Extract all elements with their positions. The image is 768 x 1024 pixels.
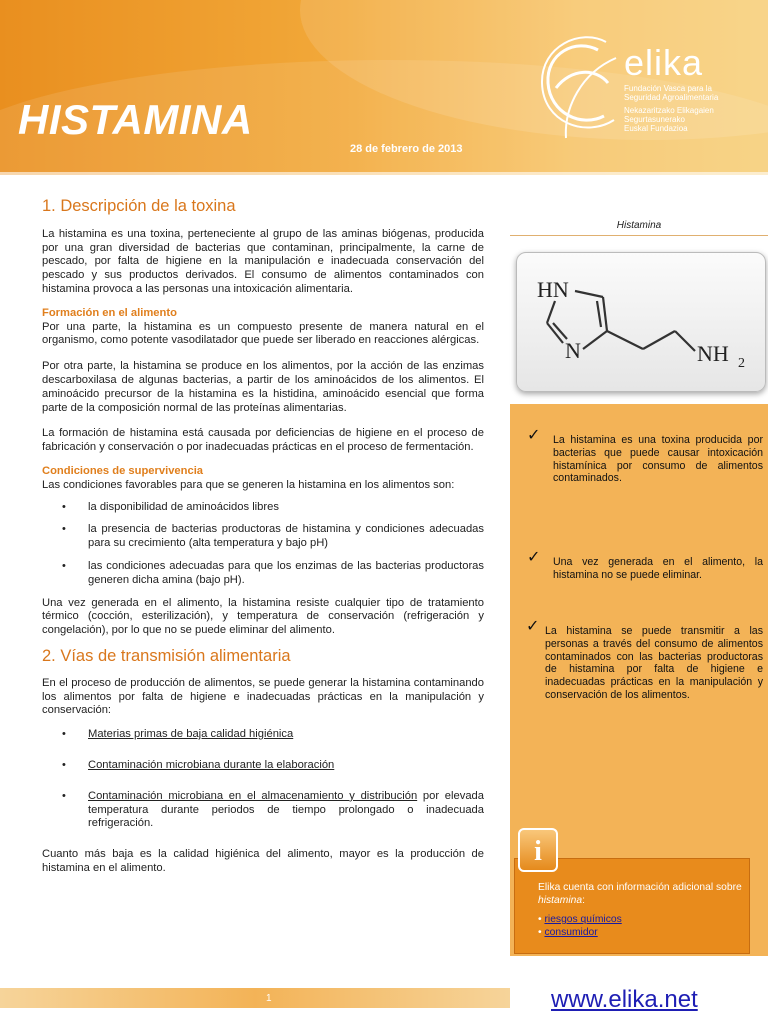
subheading: Condiciones de supervivencia — [42, 464, 204, 477]
atom-label: N — [565, 338, 581, 363]
subheading: Formación en el alimento — [42, 306, 177, 319]
figure-caption: Histamina — [510, 216, 768, 236]
page-title: HISTAMINA — [18, 96, 253, 143]
paragraph: Por una parte, la histamina es un compuesto presente de manera natural en el organismo, como potente vasodilatador que puede ser liberado en reacciones alérgicas. — [42, 320, 484, 347]
bullet-glyph: • — [538, 927, 542, 938]
footer-band — [0, 988, 510, 1008]
paragraph: La histamina es una toxina, perteneciente al grupo de las aminas biógenas, producida por una gran diversidad de bacterias que contaminan, principalmente, la carne de pescado, por falta de higiene en la manipulación e inadecuada conservación del pescado y sus productos derivados. El consumo de alimentos contaminados con histamina provoca a las personas una intoxicación alimentaria. — [42, 227, 484, 295]
info-icon — [518, 828, 558, 872]
section-heading: 2. Vías de transmisión alimentaria — [42, 646, 291, 665]
bullet-glyph: • — [538, 914, 542, 925]
more-info-emphasis: histamina — [538, 894, 583, 906]
website-link[interactable]: www.elika.net — [551, 986, 698, 1013]
list-item[interactable] — [42, 790, 484, 831]
paragraph: En el proceso de producción de alimentos, se puede generar la histamina contaminando los alimentos por falta de higiene e inadecuadas prácticas en la manipulación y conservación: — [42, 676, 484, 717]
more-info-suffix: : — [582, 894, 585, 906]
paragraph: Cuanto más baja es la calidad higiénica del alimento, mayor es la producción de histamina en el alimento. — [42, 848, 484, 874]
checkmark-icon: ✓ — [527, 427, 541, 444]
link-materias-primas[interactable]: Materias primas de baja calidad higiénica — [88, 728, 294, 741]
list-item[interactable] — [42, 728, 484, 742]
checkmark-icon: ✓ — [526, 618, 540, 635]
header-divider — [0, 172, 768, 175]
conditions-list — [42, 501, 484, 588]
list-item-text: por elevada temperatura durante periodos de tiempo prolongado o inadecuada refrigeración. — [88, 789, 484, 830]
logo-tagline: Euskal Fundazioa — [624, 124, 688, 133]
logo-wordmark: elika — [624, 42, 704, 83]
list-item[interactable] — [538, 926, 622, 939]
paragraph: Una vez generada en el alimento, la histamina resiste cualquier tipo de tratamiento térmico (cocción, esterilización), y temperatura de conservación (refrigeración y congelación), por lo que no se puede eliminar del alimento. — [42, 596, 484, 637]
elika-logo[interactable] — [536, 28, 761, 143]
logo-tagline: Segurtasunerako — [624, 115, 685, 124]
info-glyph: i — [534, 836, 542, 867]
elika-swirl-icon — [536, 28, 626, 143]
key-point — [526, 618, 763, 702]
key-point — [527, 549, 763, 582]
more-info-text — [538, 882, 742, 907]
logo-tagline: Nekazaritzako Elikagaien — [624, 106, 714, 115]
key-point — [527, 427, 763, 485]
list-item[interactable] — [42, 759, 484, 773]
checkmark-icon: ✓ — [527, 549, 541, 566]
link-contaminacion-almacenamiento[interactable]: Contaminación microbiana en el almacenamiento y distribución — [88, 789, 418, 802]
list-item: • las condiciones adecuadas para que los enzimas de las bacterias productoras generen dicha amina (bajo pH). — [42, 560, 484, 588]
list-item: • la presencia de bacterias productoras de histamina y condiciones adecuadas para su crecimiento (alta temperatura y bajo pH) — [42, 523, 484, 551]
histamine-molecule-icon — [517, 253, 767, 393]
header-band — [0, 0, 768, 175]
section-heading: 1. Descripción de la toxina — [42, 197, 236, 215]
key-point-text: Una vez generada en el alimento, la histamina no se puede eliminar. — [553, 556, 763, 581]
main-column — [42, 197, 484, 888]
page-number: 1 — [266, 993, 272, 1004]
paragraph: Por otra parte, la histamina se produce en los alimentos, por la acción de las enzimas descarboxilasa de algunas bacterias, a partir de los aminoácidos de los alimentos. El aminoácido precursor de la histamina es la histidina, aminoácido esencial que forma parte de la composición normal de las proteínas alimentarias. — [42, 360, 484, 414]
transmission-list — [42, 728, 484, 831]
more-info-links — [538, 913, 622, 939]
key-point-text: La histamina es una toxina producida por bacterias que puede causar intoxicación histamínica por consumo de alimentos contaminados. — [553, 434, 763, 485]
logo-tagline: Seguridad Agroalimentaria — [624, 93, 719, 102]
key-point-text: La histamina se puede transmitir a las personas a través del consumo de alimentos contaminados con las bacterias productoras de histamina por falta de higiene e inadecuadas prácticas en la manipulación y conservación de los alimentos. — [545, 625, 763, 701]
link-contaminacion-elaboracion[interactable]: Contaminación microbiana durante la elaboración — [88, 758, 335, 771]
atom-subscript: 2 — [738, 356, 745, 371]
link-consumidor[interactable]: consumidor — [544, 927, 598, 938]
paragraph: La formación de histamina está causada por deficiencias de higiene en el proceso de fabricación y conservación o por inadecuadas prácticas en el proceso de fermentación. — [42, 427, 484, 454]
logo-tagline: Fundación Vasca para la — [624, 84, 712, 93]
publication-date: 28 de febrero de 2013 — [350, 143, 463, 155]
atom-label: HN — [537, 277, 569, 302]
atom-label: NH — [697, 341, 729, 366]
paragraph: Las condiciones favorables para que se generen la histamina en los alimentos son: — [42, 478, 455, 491]
list-item[interactable] — [538, 913, 622, 926]
list-item: • la disponibilidad de aminoácidos libres — [42, 501, 484, 515]
more-info-prefix: Elika cuenta con información adicional sobre — [538, 882, 742, 893]
link-riesgos-quimicos[interactable]: riesgos químicos — [544, 914, 622, 925]
histamine-structure-image — [516, 252, 766, 392]
